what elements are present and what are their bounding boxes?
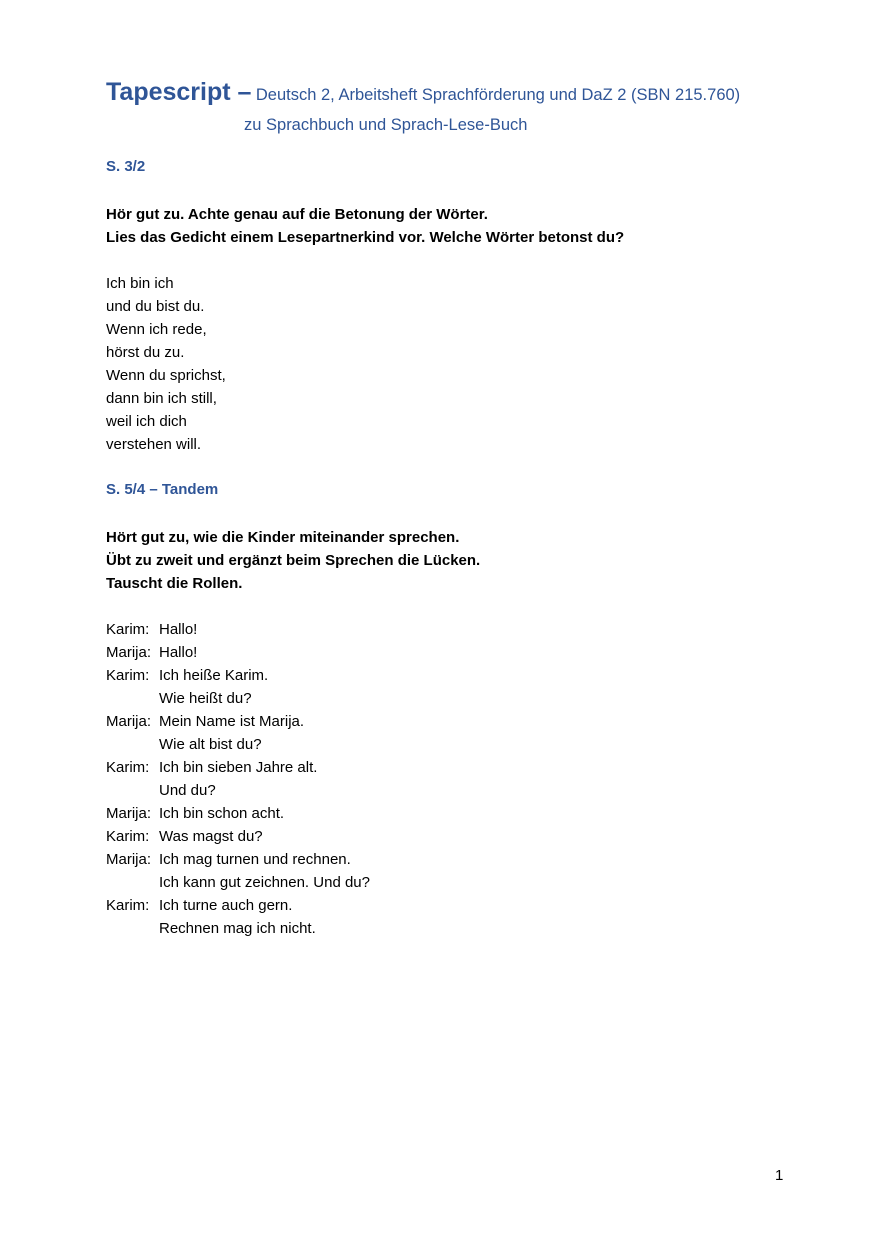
section-heading-1: S. 3/2 [106,158,146,175]
speaker-name: Marija: [106,713,152,730]
speech-text: Ich kann gut zeichnen. Und du? [159,874,370,891]
speaker-name [106,733,159,756]
speaker-name [106,871,159,894]
poem [106,272,226,456]
speaker-name: Marija: [106,805,152,822]
dialogue-line [106,756,370,779]
dialogue-line [106,871,370,894]
speaker-name [106,917,159,940]
instruction-line: Tauscht die Rollen. [106,575,243,592]
title-subtitle: Deutsch 2, Arbeitsheft Sprachförderung und DaZ 2 (SBN 215.760) [255,86,741,104]
poem-line: verstehen will. [106,436,202,453]
dialogue-line [106,779,370,802]
speech-text: Mein Name ist Marija. [159,713,305,730]
speaker-name: Karim: [106,667,150,684]
section2-instructions [106,526,480,595]
speaker-name [106,687,159,710]
instruction-line: Hört gut zu, wie die Kinder miteinander sprechen. [106,529,460,546]
dialogue-line [106,802,370,825]
speaker-name: Karim: [106,828,150,845]
dialogue [106,618,370,940]
speech-text: Ich bin sieben Jahre alt. [159,759,318,776]
poem-line: Wenn ich rede, [106,321,207,338]
speech-text: Ich mag turnen und rechnen. [159,851,351,868]
dialogue-line [106,894,370,917]
title-main: Tapescript – [106,78,252,106]
instruction-line: Lies das Gedicht einem Lesepartnerkind vor. Welche Wörter betonst du? [106,229,625,246]
dialogue-line [106,618,370,641]
speech-text: Ich heiße Karim. [159,667,269,684]
poem-line: weil ich dich [106,413,187,430]
speech-text: Und du? [159,782,216,799]
speaker-name: Marija: [106,644,152,661]
speech-text: Hallo! [159,644,198,661]
poem-line: Ich bin ich [106,275,174,292]
dialogue-line [106,641,370,664]
section1-instructions [106,203,624,249]
instruction-line: Hör gut zu. Achte genau auf die Betonung der Wörter. [106,206,488,223]
poem-line: und du bist du. [106,298,205,315]
section-heading-2: S. 5/4 – Tandem [106,481,219,498]
page-number: 1 [775,1167,784,1184]
document-title [106,78,740,107]
poem-line: hörst du zu. [106,344,185,361]
speaker-name: Karim: [106,621,150,638]
title-subtitle-line2: zu Sprachbuch und Sprach-Lese-Buch [244,116,528,134]
speaker-name [106,779,159,802]
poem-line: dann bin ich still, [106,390,217,407]
dialogue-line [106,664,370,687]
dialogue-line [106,710,370,733]
speech-text: Ich bin schon acht. [159,805,285,822]
speech-text: Wie heißt du? [159,690,252,707]
speech-text: Wie alt bist du? [159,736,262,753]
speech-text: Hallo! [159,621,198,638]
speech-text: Was magst du? [159,828,263,845]
instruction-line: Übt zu zweit und ergänzt beim Sprechen die Lücken. [106,552,481,569]
dialogue-line [106,687,370,710]
dialogue-line [106,917,370,940]
dialogue-line [106,848,370,871]
speech-text: Rechnen mag ich nicht. [159,920,316,937]
speaker-name: Marija: [106,851,152,868]
dialogue-line [106,733,370,756]
speaker-name: Karim: [106,897,150,914]
speech-text: Ich turne auch gern. [159,897,293,914]
dialogue-line [106,825,370,848]
speaker-name: Karim: [106,759,150,776]
poem-line: Wenn du sprichst, [106,367,226,384]
